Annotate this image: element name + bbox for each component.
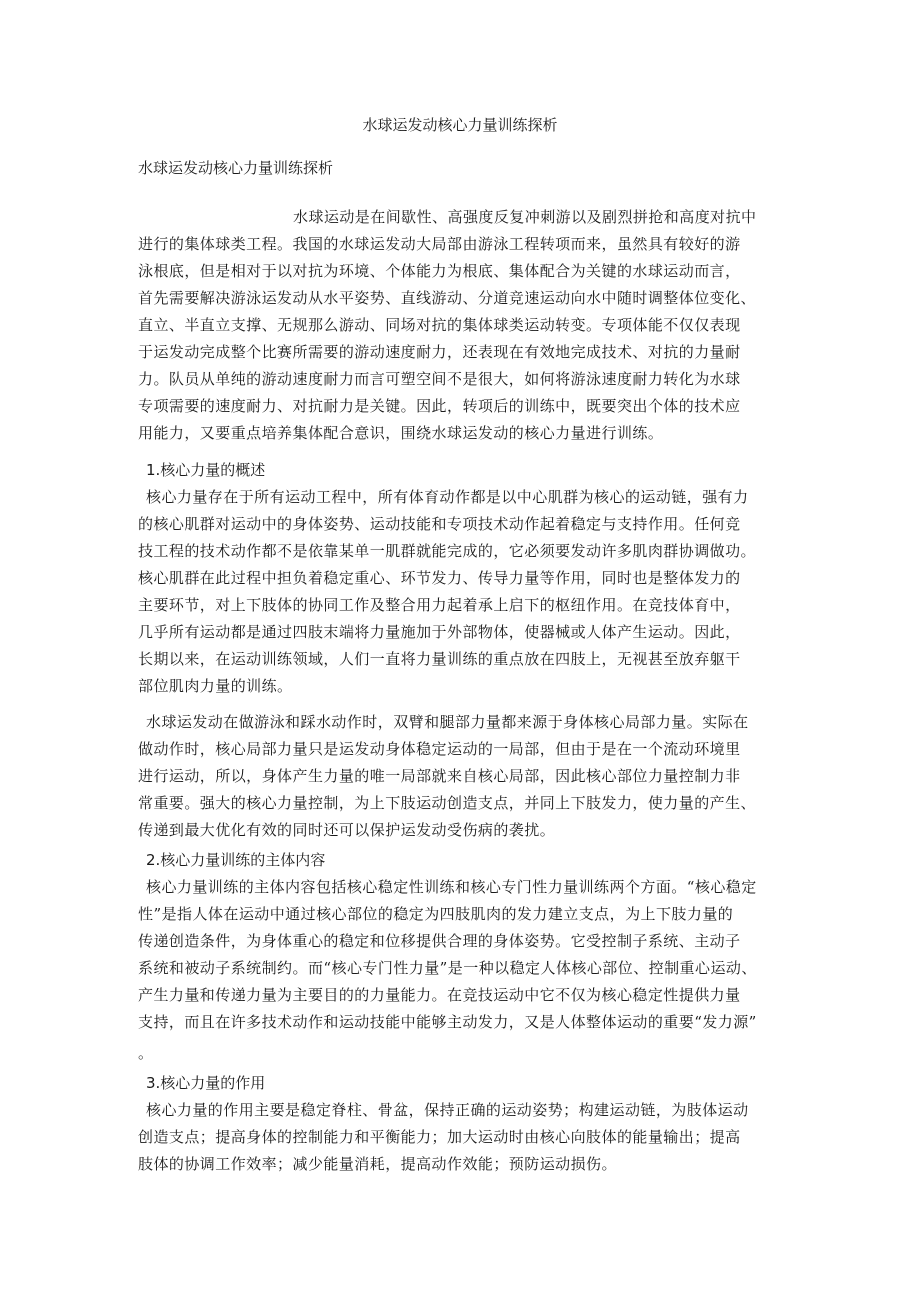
paragraph-line: 水球运动是在间歇性、高强度反复冲刺游以及剧烈拼抢和高度对抗中 (293, 208, 757, 226)
paragraph-line: 进行运动，所以，身体产生力量的唯一局部就来自核心局部，因此核心部位力量控制力非 (138, 767, 741, 785)
paragraph-line: 。 (138, 1044, 154, 1062)
paragraph-line: 用能力，又要重点培养集体配合意识，围绕水球运发动的核心力量进行训练。 (138, 424, 664, 442)
paragraph-line: 于运发动完成整个比赛所需要的游动速度耐力，还表现在有效地完成技术、对抗的力量耐 (138, 343, 741, 361)
document-subtitle: 水球运发动核心力量训练探析 (138, 159, 334, 177)
paragraph-line: 长期以来，在运动训练领域，人们一直将力量训练的重点放在四肢上，无视甚至放弃躯干 (138, 650, 741, 668)
paragraph-line: 直立、半直立支撑、无规那么游动、同场对抗的集体球类运动转变。专项体能不仅仅表现 (138, 316, 741, 334)
document-title: 水球运发动核心力量训练探析 (362, 116, 558, 134)
paragraph-line: 水球运发动在做游泳和踩水动作时，双臂和腿部力量都来源于身体核心局部力量。实际在 (146, 713, 749, 731)
paragraph-line: 系统和被动子系统制约。而“核心专门性力量”是一种以稳定人体核心部位、控制重心运动、 (138, 959, 757, 977)
paragraph-line: 产生力量和传递力量为主要目的的力量能力。在竞技运动中它不仅为核心稳定性提供力量 (138, 986, 741, 1004)
paragraph-line: 的核心肌群对运动中的身体姿势、运动技能和专项技术动作起着稳定与支持作用。任何竞 (138, 515, 741, 533)
paragraph-line: 技工程的技术动作都不是依靠某单一肌群就能完成的，它必须要发动许多肌肉群协调做功。 (138, 542, 757, 560)
paragraph-line: 常重要。强大的核心力量控制，为上下肢运动创造支点，并同上下肢发力，使力量的产生、 (138, 794, 757, 812)
paragraph-line: 力。队员从单纯的游动速度耐力而言可塑空间不是很大，如何将游泳速度耐力转化为水球 (138, 370, 741, 388)
paragraph-line: 核心肌群在此过程中担负着稳定重心、环节发力、传导力量等作用，同时也是整体发力的 (138, 569, 741, 587)
paragraph-line: 几乎所有运动都是通过四肢末端将力量施加于外部物体，使器械或人体产生运动。因此， (138, 623, 741, 641)
paragraph-line: 传递创造条件，为身体重心的稳定和位移提供合理的身体姿势。它受控制子系统、主动子 (138, 932, 741, 950)
paragraph-line: 传递到最大优化有效的同时还可以保护运发动受伤病的袭扰。 (138, 821, 556, 839)
paragraph-line: 泳根底，但是相对于以对抗为环境、个体能力为根底、集体配合为关键的水球运动而言， (138, 262, 741, 280)
paragraph-line: 主要环节，对上下肢体的协同工作及整合用力起着承上启下的枢纽作用。在竞技体育中， (138, 596, 741, 614)
section-heading: 3.核心力量的作用 (146, 1074, 266, 1092)
paragraph-line: 支持，而且在许多技术动作和运动技能中能够主动发力，又是人体整体运动的重要“发力源” (138, 1013, 757, 1031)
paragraph-line: 进行的集体球类工程。我国的水球运发动大局部由游泳工程转项而来，虽然具有较好的游 (138, 235, 741, 253)
paragraph-line: 部位肌肉力量的训练。 (138, 677, 293, 695)
paragraph-line: 核心力量训练的主体内容包括核心稳定性训练和核心专门性力量训练两个方面。“核心稳定 (146, 878, 757, 896)
paragraph-line: 性”是指人体在运动中通过核心部位的稳定为四肢肌肉的发力建立支点，为上下肢力量的 (138, 905, 734, 923)
section-heading: 2.核心力量训练的主体内容 (146, 851, 326, 869)
paragraph-line: 做动作时，核心局部力量只是运发动身体稳定运动的一局部，但由于是在一个流动环境里 (138, 740, 741, 758)
paragraph-line: 核心力量存在于所有运动工程中，所有体育动作都是以中心肌群为核心的运动链，强有力 (146, 488, 749, 506)
paragraph-line: 创造支点；提高身体的控制能力和平衡能力；加大运动时由核心向肢体的能量输出；提高 (138, 1128, 741, 1146)
paragraph-line: 肢体的协调工作效率；减少能量消耗，提高动作效能；预防运动损伤。 (138, 1155, 617, 1173)
paragraph-line: 核心力量的作用主要是稳定脊柱、骨盆，保持正确的运动姿势；构建运动链，为肢体运动 (146, 1101, 749, 1119)
paragraph-line: 专项需要的速度耐力、对抗耐力是关键。因此，转项后的训练中，既要突出个体的技术应 (138, 397, 741, 415)
paragraph-line: 首先需要解决游泳运发动从水平姿势、直线游动、分道竞速运动向水中随时调整体位变化、 (138, 289, 757, 307)
section-heading: 1.核心力量的概述 (146, 461, 266, 479)
